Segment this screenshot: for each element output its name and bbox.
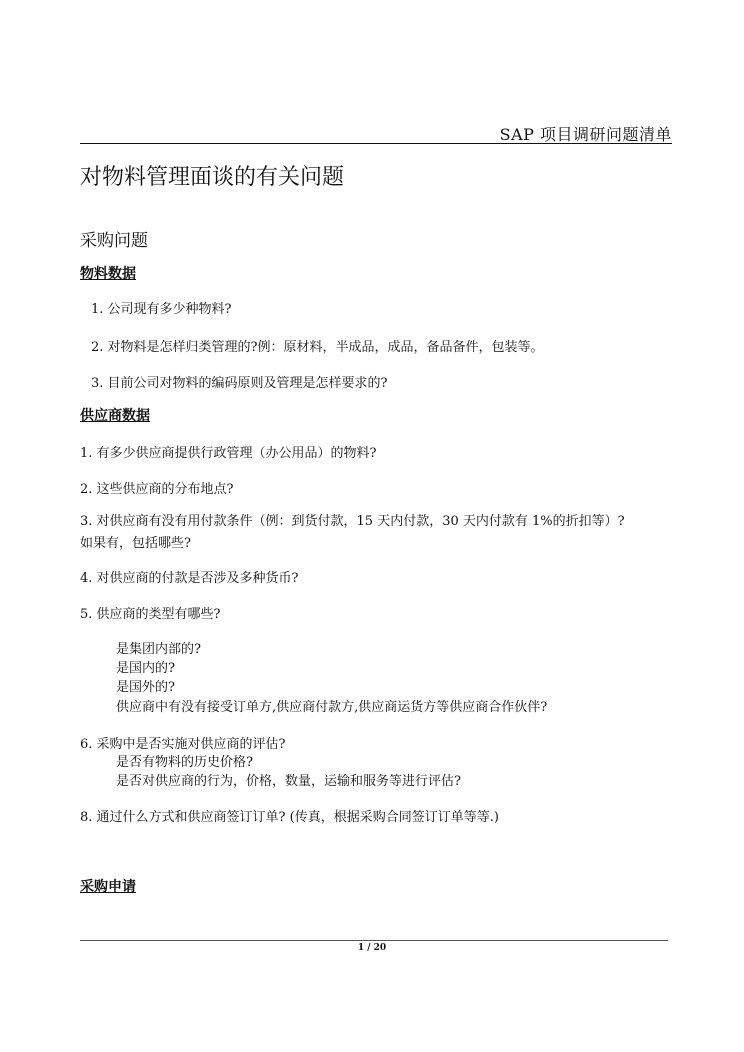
section-title: 采购问题 — [80, 231, 148, 251]
question-5: 5. 供应商的类型有哪些? — [80, 607, 221, 622]
list-item: 3. 目前公司对物料的编码原则及管理是怎样要求的? — [91, 376, 388, 391]
list-item: 1. 公司现有多少种物料? — [91, 302, 232, 317]
question-1: 1. 有多少供应商提供行政管理（办公用品）的物料? — [80, 446, 377, 461]
footer-rule — [80, 940, 668, 941]
vendor-data-heading: 供应商数据 — [80, 408, 150, 424]
question-8: 8. 通过什么方式和供应商签订订单? (传真，根据采购合同签订订单等等.) — [80, 810, 499, 825]
page-number: 1 / 20 — [357, 943, 387, 953]
question-2: 2. 这些供应商的分布地点? — [80, 482, 234, 497]
material-data-heading: 物料数据 — [80, 266, 136, 282]
header-rule — [80, 143, 672, 144]
sub-item: 是国外的? — [116, 680, 175, 695]
list-item: 2. 对物料是怎样归类管理的?例：原材料，半成品，成品，备品备件，包装等。 — [91, 340, 544, 355]
sub-item: 供应商中有没有接受订单方,供应商付款方,供应商运货方等供应商合作伙伴? — [116, 700, 548, 715]
sub-item: 是否有物料的历史价格? — [116, 755, 253, 770]
purchase-request-heading: 采购申请 — [80, 879, 136, 895]
question-6: 6. 采购中是否实施对供应商的评估? — [80, 737, 286, 752]
question-4: 4. 对供应商的付款是否涉及多种货币? — [80, 571, 299, 586]
sub-item: 是否对供应商的行为，价格，数量，运输和服务等进行评估? — [116, 774, 461, 789]
header-title: SAP 项目调研问题清单 — [499, 125, 672, 144]
question-3: 3. 对供应商有没有用付款条件（例：到货付款，15 天内付款，30 天内付款有 1%的折扣等）? 如果有，包括哪些? — [80, 514, 625, 551]
sub-item: 是集团内部的? — [116, 642, 201, 657]
document-title: 对物料管理面谈的有关问题 — [80, 165, 345, 190]
sub-item: 是国内的? — [116, 661, 175, 676]
